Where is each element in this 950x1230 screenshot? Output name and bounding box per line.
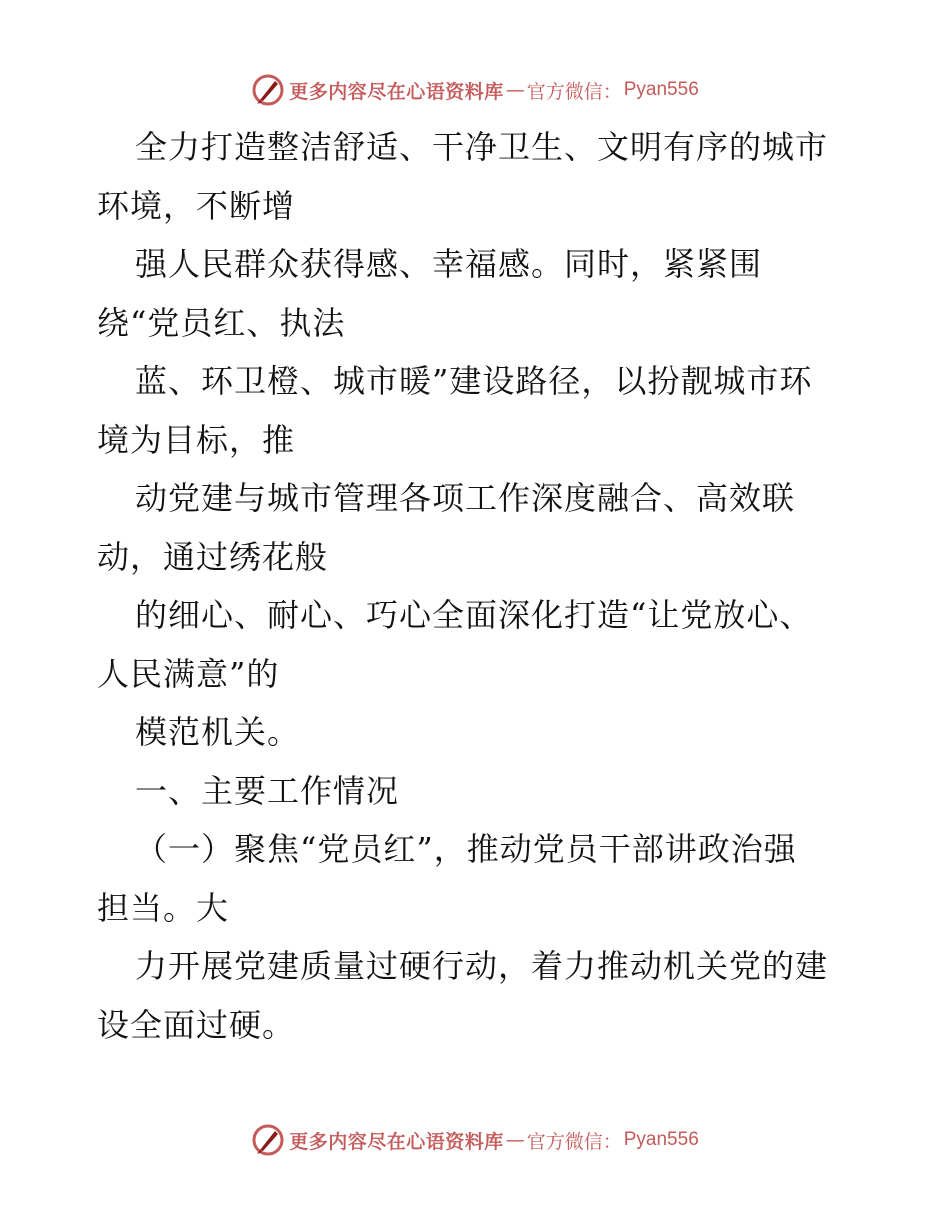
watermark-wechat-id: Pyan556 [623, 79, 699, 100]
text-line: 强人民群众获得感、幸福感。同时，紧紧围 [135, 245, 763, 283]
text-line: 力开展党建质量过硬行动，着力推动机关党的建 [135, 947, 829, 985]
page-header-watermark [0, 72, 950, 108]
text-line: 的细心、耐心、巧心全面深化打造“让党放心、 [135, 596, 813, 634]
text-line: 动党建与城市管理各项工作深度融合、高效联 [135, 479, 796, 517]
watermark-dash: — [505, 1129, 525, 1151]
watermark-wechat-id: Pyan556 [623, 1129, 699, 1150]
section-heading: 一、主要工作情况 [135, 771, 400, 810]
text-line: （一）聚焦“党员红”，推动党员干部讲政治强 [135, 830, 797, 868]
document-body [97, 118, 897, 1054]
text-line: 环境，不断增 [97, 186, 296, 225]
watermark-label: 官方微信： [526, 1130, 622, 1153]
quill-pen-logo-icon [251, 1123, 285, 1157]
text-line: 全力打造整洁舒适、干净卫生、文明有序的城市 [135, 128, 829, 166]
text-line: 蓝、环卫橙、城市暖”建设路径，以扮靓城市环 [135, 362, 813, 400]
watermark-dash: — [505, 79, 525, 101]
text-line: 模范机关。 [135, 713, 301, 751]
text-line: 人民满意”的 [97, 654, 280, 693]
text-line: 设全面过硬。 [97, 1005, 296, 1044]
watermark-brand: 更多内容尽在心语资料库 [289, 80, 504, 103]
text-line: 境为目标，推 [97, 420, 296, 459]
page-footer-watermark [0, 1122, 950, 1158]
quill-pen-logo-icon [251, 73, 285, 107]
watermark-label: 官方微信： [526, 80, 622, 103]
text-line: 担当。大 [97, 888, 230, 927]
watermark-brand: 更多内容尽在心语资料库 [289, 1130, 504, 1153]
text-line: 绕“党员红、执法 [97, 303, 346, 342]
text-line: 动，通过绣花般 [97, 537, 329, 576]
